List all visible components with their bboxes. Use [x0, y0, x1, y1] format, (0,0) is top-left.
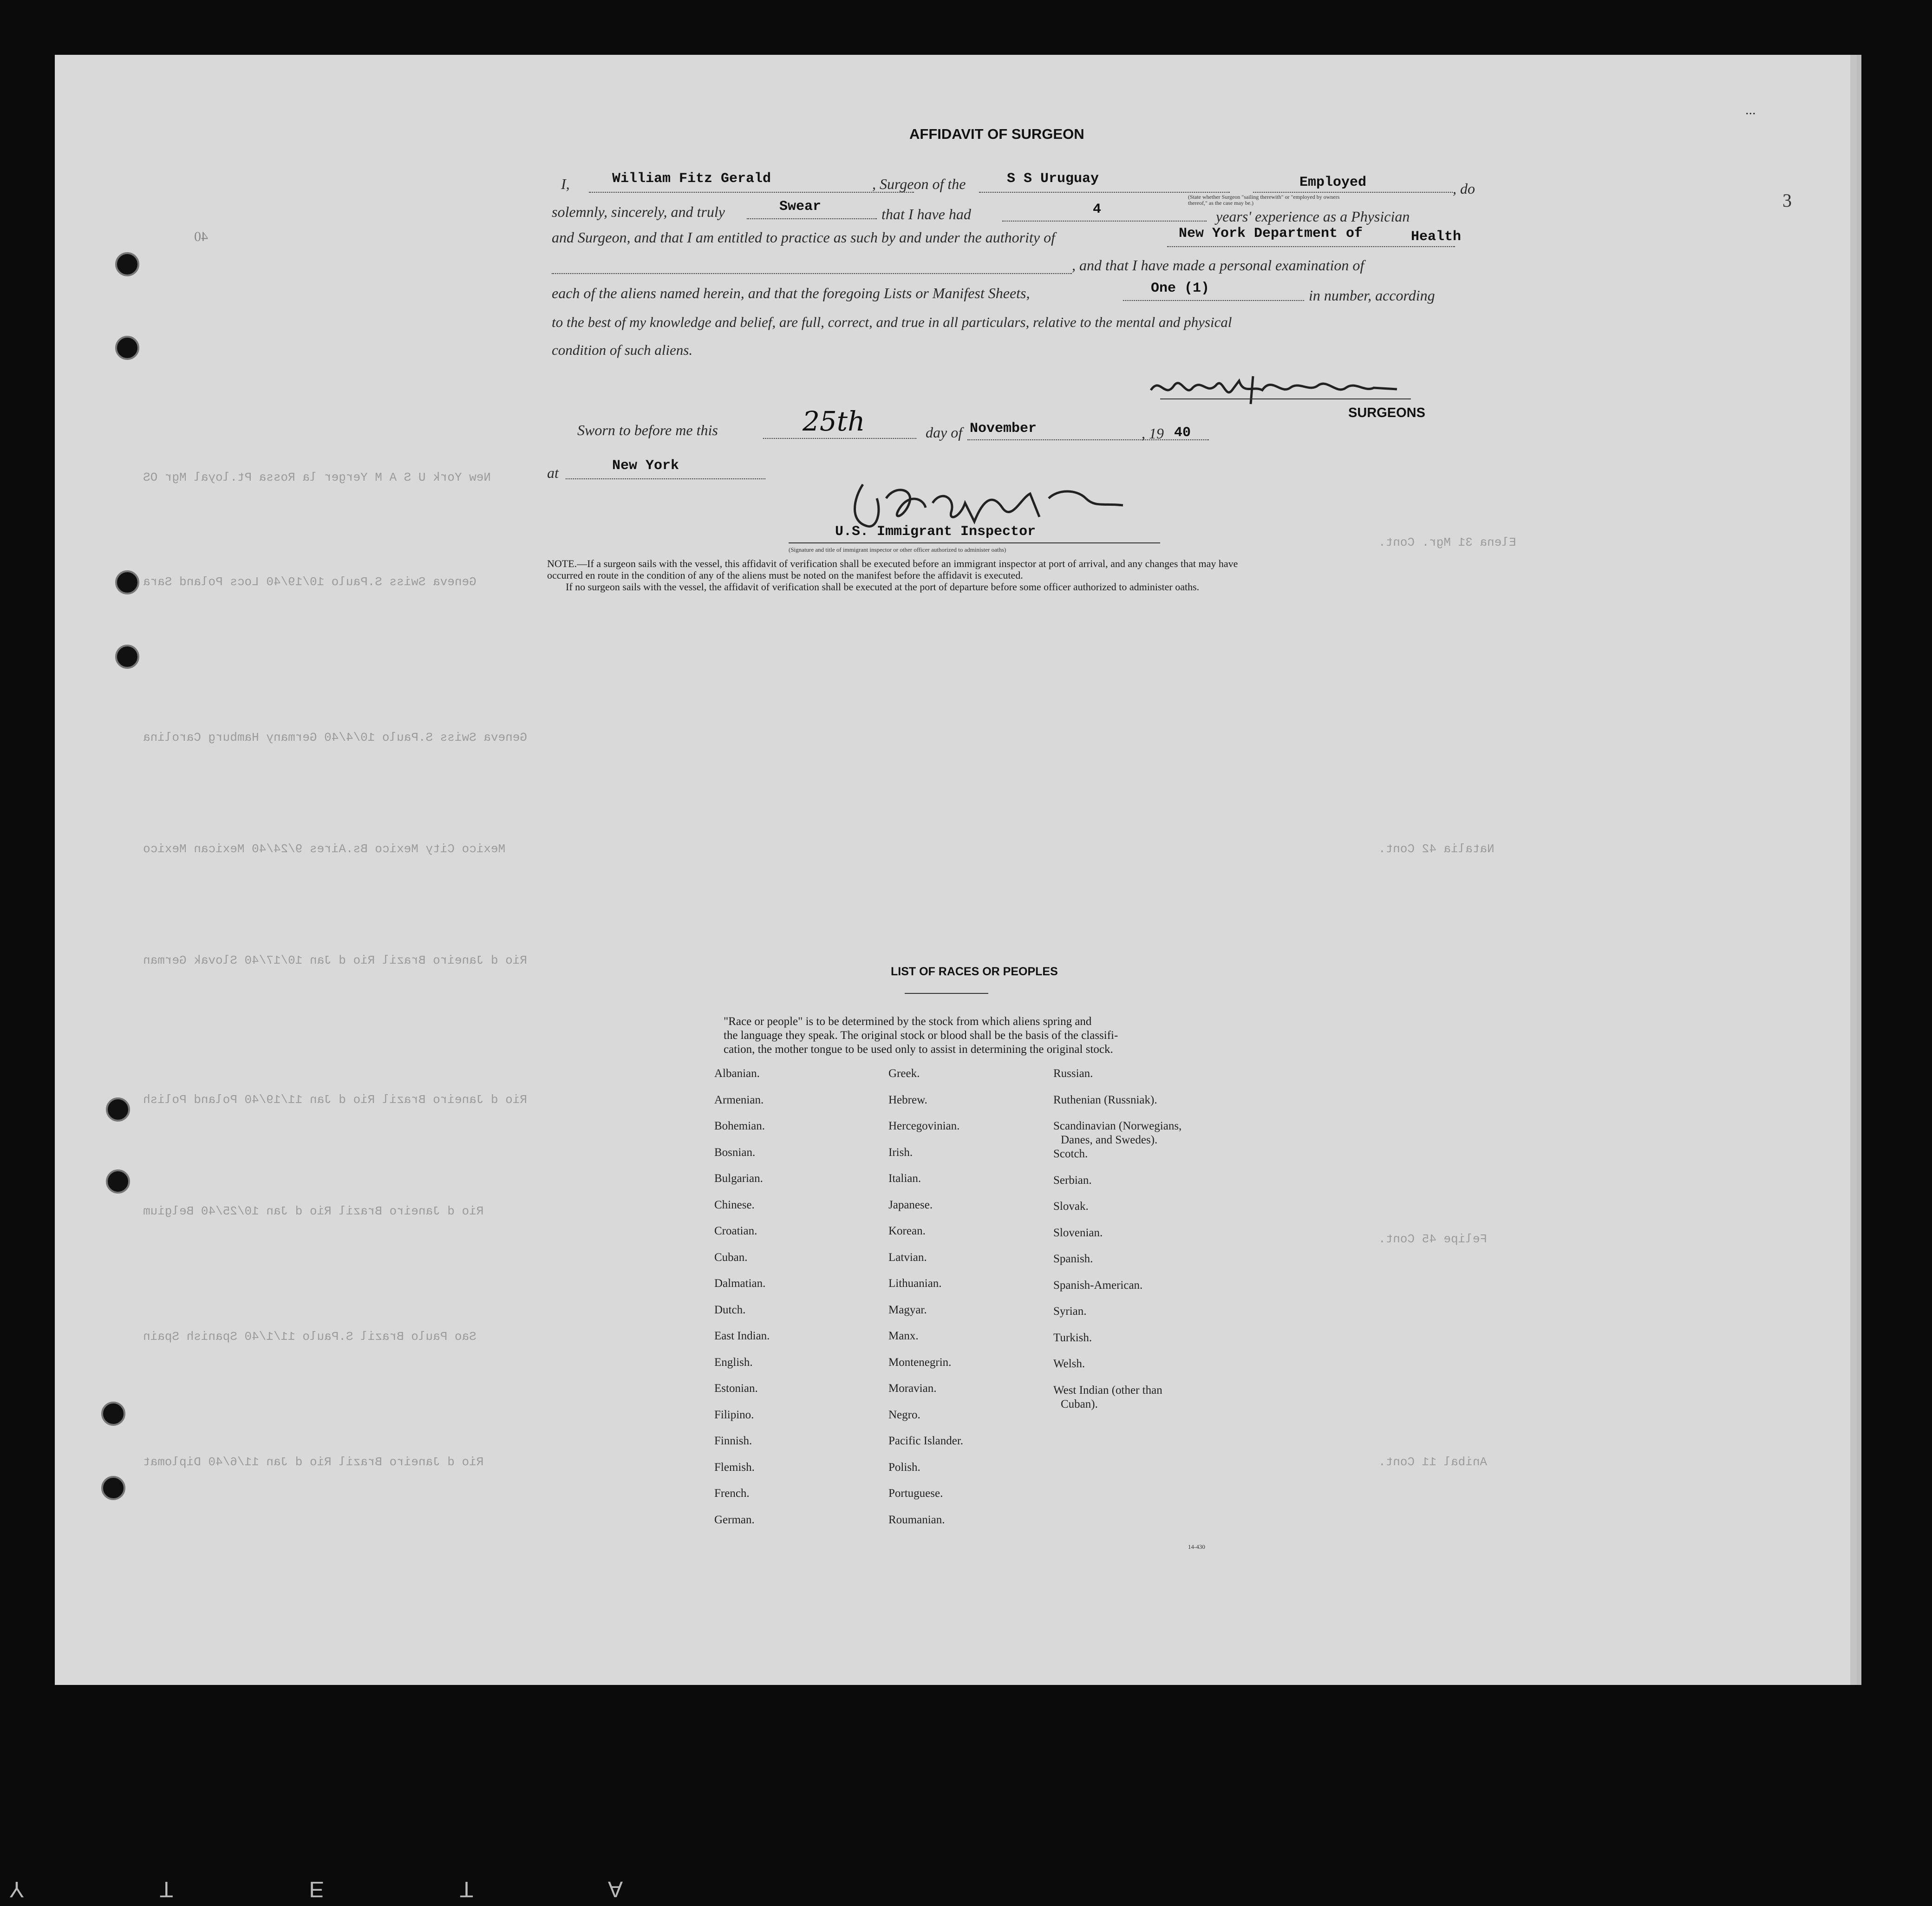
race-entry: East Indian. [714, 1330, 770, 1342]
race-entry: Finnish. [714, 1435, 752, 1447]
note-line-1: NOTE.—If a surgeon sails with the vessel, this affidavit of verification shall be executed before an immigrant inspector at port of arrival, and any changes that may have [547, 558, 1238, 569]
authority-continued: Health [1411, 229, 1462, 245]
races-intro-1: "Race or people" is to be determined by the stock from which aliens spring and [724, 1015, 1092, 1028]
text-sworn: Sworn to before me this [577, 422, 718, 438]
race-entry: Chinese. [714, 1198, 755, 1211]
bleed-through-text: Geneva Swiss S.Paulo 10/19/40 Locs Poland Sara [143, 575, 476, 589]
authority-line [1167, 246, 1455, 247]
punch-hole [115, 645, 139, 669]
punch-hole [115, 336, 139, 360]
punch-hole [106, 1169, 130, 1194]
text-best-knowledge: to the best of my knowledge and belief, are full, correct, and true in all particulars, relative to the mental and physical [552, 314, 1232, 330]
race-entry: Danes, and Swedes). [1061, 1134, 1158, 1146]
race-entry: Turkish. [1053, 1331, 1092, 1344]
inspector-note: (Signature and title of immigrant inspector or other officer authorized to administer oaths) [789, 546, 1006, 553]
inspector-line [789, 542, 1160, 543]
sheets-line [1123, 300, 1304, 301]
race-entry: Hercegovinian. [888, 1120, 960, 1132]
film-edge-markings: Y T E T A [9, 1877, 688, 1901]
surgeon-name: William Fitz Gerald [612, 171, 771, 187]
race-entry: Italian. [888, 1172, 921, 1185]
bleed-through-text: Rio d Janeiro Brazil Rio d Jan 10/25/40 Belgium [143, 1204, 484, 1218]
race-entry: Scotch. [1053, 1148, 1088, 1160]
note-line-3: If no surgeon sails with the vessel, the affidavit of verification shall be executed at the port of departure before some officer authorized to administer oaths. [566, 581, 1200, 593]
affidavit-title: AFFIDAVIT OF SURGEON [909, 126, 1084, 142]
text-examination: , and that I have made a personal examination of [1072, 257, 1364, 274]
margin-reference: 40 [194, 229, 208, 244]
place-line [566, 478, 765, 479]
race-entry: Armenian. [714, 1093, 764, 1106]
race-entry: Lithuanian. [888, 1277, 942, 1290]
races-title-rule [905, 993, 988, 994]
text-day-of: day of [926, 424, 963, 441]
oath-line [747, 218, 877, 219]
bleed-through-text: Felipe 45 Cont. [1378, 1232, 1488, 1246]
note-line-2: occurred en route in the condition of any of the aliens must be noted on the manifest before the affidavit is executed. [547, 569, 1023, 581]
race-entry: Magyar. [888, 1303, 927, 1316]
blank-line [552, 273, 1072, 274]
race-entry: Slovenian. [1053, 1226, 1103, 1239]
employment-line [1253, 192, 1453, 193]
race-entry: English. [714, 1356, 753, 1369]
bleed-through-text: Anibal 11 Cont. [1378, 1455, 1488, 1469]
inspector-title: U.S. Immigrant Inspector [835, 524, 1036, 540]
years-value: 4 [1093, 202, 1102, 217]
race-entry: Spanish. [1053, 1253, 1093, 1265]
text-nineteen: , 19 [1142, 425, 1164, 442]
employment-status: Employed [1299, 175, 1367, 190]
race-entry: Spanish-American. [1053, 1279, 1143, 1292]
punch-hole [115, 570, 139, 594]
authority-value: New York Department of [1179, 226, 1363, 242]
race-entry: Japanese. [888, 1198, 933, 1211]
race-entry: Bulgarian. [714, 1172, 763, 1185]
races-intro-3: cation, the mother tongue to be used only to assist in determining the original stock. [724, 1043, 1113, 1056]
bleed-through-text: Rio d Janeiro Brazil Rio d Jan 10/17/40 Slovak German [143, 953, 527, 967]
surgeon-name-line [589, 192, 914, 193]
text-have-had: that I have had [881, 206, 971, 222]
race-entry: Dutch. [714, 1303, 746, 1316]
race-entry: Latvian. [888, 1251, 927, 1264]
bleed-through-text: Rio d Janeiro Brazil Rio d Jan 11/19/40 Poland Polish [143, 1093, 527, 1107]
race-entry: Hebrew. [888, 1093, 927, 1106]
bleed-through-text: Natalia 42 Cont. [1378, 842, 1495, 856]
employment-note: (State whether Surgeon "sailing therewith" or "employed by owners thereof," as the case may be.) [1188, 194, 1340, 206]
text-years-experience: years' experience as a Physician [1216, 208, 1410, 225]
race-entry: Bosnian. [714, 1146, 756, 1159]
place-value: New York [612, 458, 679, 474]
bleed-through-text: New York U S A M Yerger la Rossa Pt.loyal Mgr OS [143, 470, 491, 484]
corner-mark: ... [1745, 102, 1756, 117]
text-surgeon-of: , Surgeon of the [872, 176, 966, 192]
race-entry: Portuguese. [888, 1487, 943, 1500]
race-entry: Irish. [888, 1146, 913, 1159]
text-in-number: in number, according [1309, 287, 1435, 304]
race-entry: Scandinavian (Norwegians, [1053, 1120, 1182, 1132]
text-at: at [547, 464, 559, 481]
day-value: 25th [803, 405, 865, 437]
month-value: November [970, 421, 1037, 437]
race-entry: Polish. [888, 1461, 920, 1474]
race-entry: Korean. [888, 1225, 926, 1237]
manifest-page [55, 55, 1861, 1685]
race-entry: Flemish. [714, 1461, 755, 1474]
race-entry: Cuban). [1061, 1397, 1098, 1410]
oath-word: Swear [779, 199, 822, 215]
punch-hole [101, 1476, 125, 1500]
race-entry: Serbian. [1053, 1174, 1092, 1187]
text-i: I, [561, 176, 570, 192]
race-entry: Estonian. [714, 1382, 758, 1395]
race-entry: German. [714, 1513, 755, 1526]
race-entry: French. [714, 1487, 750, 1500]
month-line [967, 439, 1209, 440]
race-entry: Welsh. [1053, 1358, 1085, 1370]
text-each-alien: each of the aliens named herein, and that the foregoing Lists or Manifest Sheets, [552, 285, 1030, 301]
race-entry: Russian. [1053, 1067, 1093, 1080]
race-entry: Syrian. [1053, 1305, 1087, 1318]
bleed-through-text: Elena 31 Mgr. Cont. [1378, 535, 1516, 549]
race-entry: Slovak. [1053, 1200, 1089, 1213]
race-entry: Ruthenian (Russniak). [1053, 1093, 1157, 1106]
sheets-value: One (1) [1151, 281, 1210, 296]
surgeon-signature [1146, 367, 1406, 409]
day-line [763, 438, 916, 439]
punch-hole [115, 252, 139, 276]
bleed-through-text: Mexico City Mexico Bs.Aires 9/24/40 Mexican Mexico [143, 842, 506, 856]
bleed-through-text: Geneva Swiss S.Paulo 10/4/40 Germany Hamburg Carolina [143, 731, 527, 744]
surgeons-label: SURGEONS [1348, 405, 1425, 420]
bleed-through-text: Rio d Janeiro Brazil Rio d Jan 11/6/40 Diplomat [143, 1455, 484, 1469]
punch-hole [106, 1097, 130, 1122]
form-code: 14-430 [1188, 1543, 1205, 1550]
years-line [1002, 221, 1207, 222]
race-entry: Albanian. [714, 1067, 760, 1080]
races-intro-2: the language they speak. The original stock or blood shall be the basis of the classifi- [724, 1029, 1118, 1042]
text-solemnly: solemnly, sincerely, and truly [552, 203, 725, 220]
race-entry: Filipino. [714, 1408, 754, 1421]
race-entry: West Indian (other than [1053, 1384, 1162, 1397]
punch-hole [101, 1402, 125, 1426]
text-and-surgeon: and Surgeon, and that I am entitled to practice as such by and under the authority of [552, 229, 1055, 246]
vessel-line [979, 192, 1230, 193]
vessel-name: S S Uruguay [1007, 171, 1099, 187]
race-entry: Cuban. [714, 1251, 748, 1264]
race-entry: Croatian. [714, 1225, 757, 1237]
year-value: 40 [1174, 425, 1191, 441]
page-number: 3 [1782, 190, 1792, 211]
races-title: LIST OF RACES OR PEOPLES [891, 965, 1058, 978]
race-entry: Montenegrin. [888, 1356, 952, 1369]
race-entry: Moravian. [888, 1382, 937, 1395]
bleed-through-text: Sao Paulo Brazil S.Paulo 11/1/40 Spanish Spain [143, 1330, 476, 1344]
text-do: , do [1453, 180, 1475, 197]
race-entry: Roumanian. [888, 1513, 945, 1526]
race-entry: Manx. [888, 1330, 919, 1342]
race-entry: Bohemian. [714, 1120, 765, 1132]
race-entry: Negro. [888, 1408, 920, 1421]
race-entry: Pacific Islander. [888, 1435, 964, 1447]
race-entry: Dalmatian. [714, 1277, 766, 1290]
signature-line [1160, 398, 1411, 399]
text-condition: condition of such aliens. [552, 342, 693, 358]
race-entry: Greek. [888, 1067, 920, 1080]
